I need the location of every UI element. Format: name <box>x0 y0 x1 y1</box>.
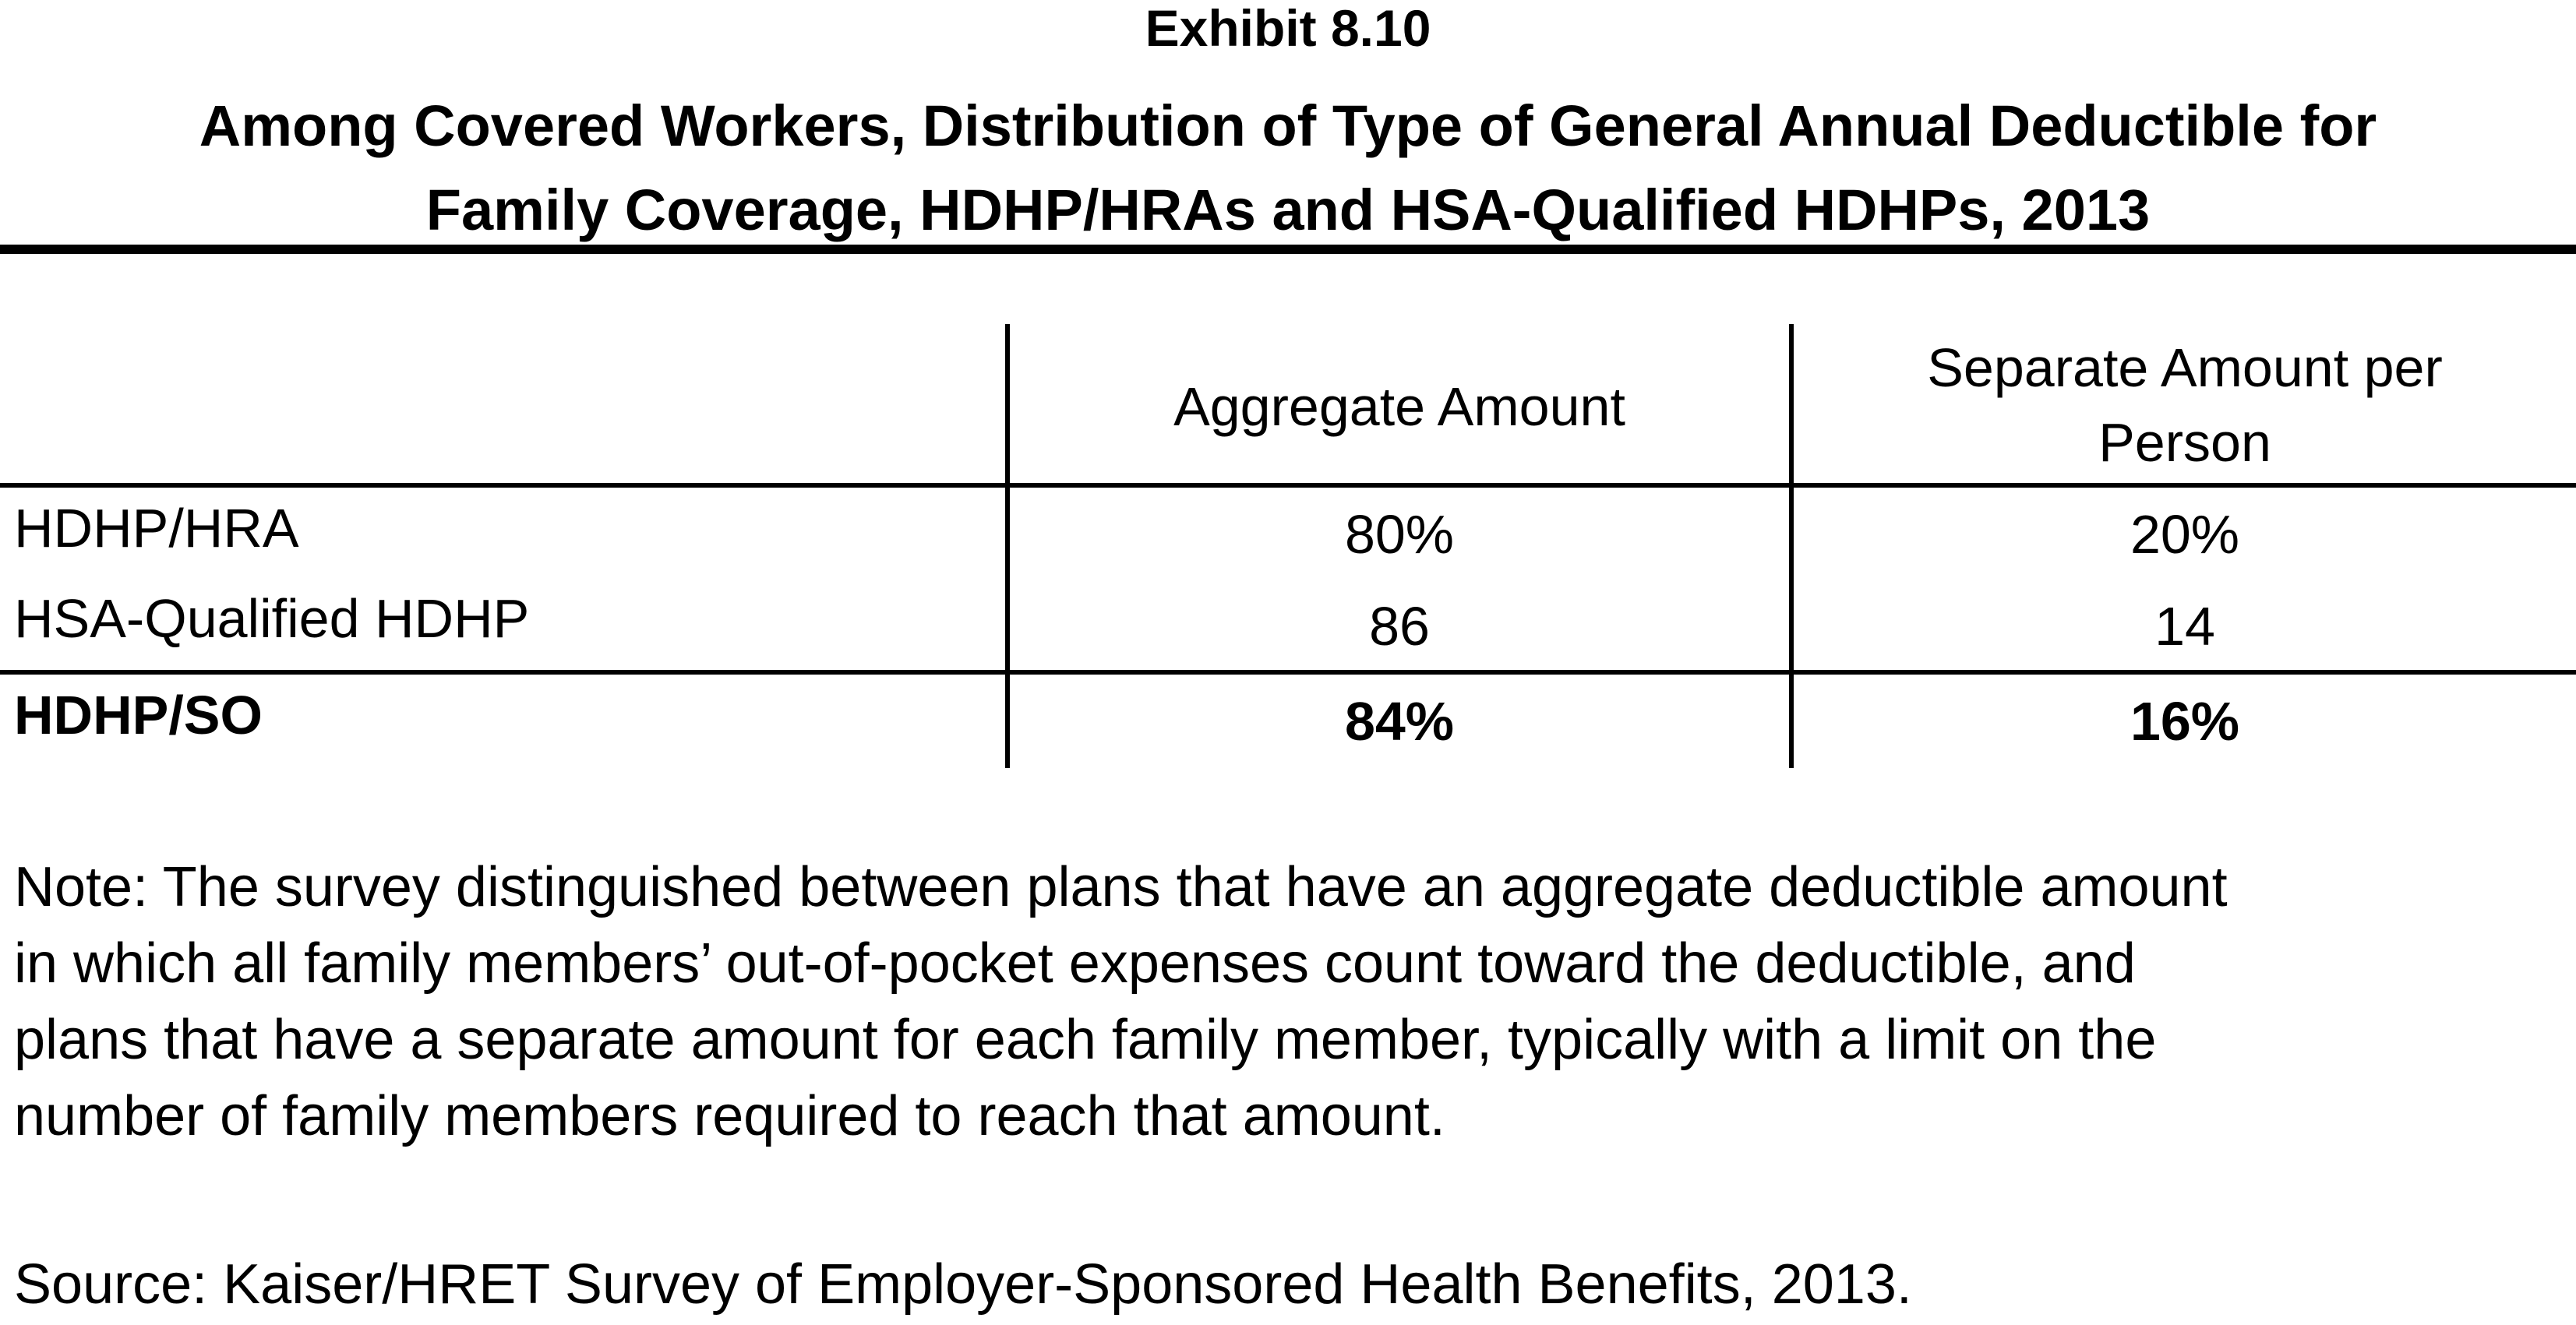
note-line-2: in which all family members’ out-of-pocket expenses count toward the deductible, and <box>14 932 2136 995</box>
column-header-separate-line-1: Separate Amount per <box>1927 337 2443 398</box>
title-rule <box>0 245 2576 254</box>
note-line-4: number of family members required to reach that amount. <box>14 1085 1445 1147</box>
note-line-1: Note: The survey distinguished between plans that have an aggregate deductible amount <box>14 856 2228 918</box>
row-label-hdhp-hra: HDHP/HRA <box>14 498 299 559</box>
cell-hsa-qualified-aggregate: 86 <box>1369 596 1430 657</box>
column-header-aggregate-line-1: Aggregate Amount <box>1173 376 1625 437</box>
column-header-aggregate <box>1010 369 1789 444</box>
cell-hsa-qualified-separate: 14 <box>2154 596 2215 657</box>
row-label-hdhp-so: HDHP/SO <box>14 685 263 745</box>
data-table <box>0 324 2576 768</box>
note-text <box>14 849 2562 1154</box>
cell-hdhp-hra-aggregate: 80% <box>1344 504 1455 565</box>
note-line-3: plans that have a separate amount for each family member, typically with a limit on the <box>14 1009 2157 1071</box>
source-text: Source: Kaiser/HRET Survey of Employer-Sponsored Health Benefits, 2013. <box>14 1253 1912 1316</box>
column-header-separate-line-2: Person <box>2098 412 2271 473</box>
chart-title <box>0 84 2576 252</box>
chart-title-line-2: Family Coverage, HDHP/HRAs and HSA-Qualified HDHPs, 2013 <box>425 178 2151 242</box>
cell-hdhp-so-aggregate: 84% <box>1344 691 1455 752</box>
row-label-hsa-qualified-hdhp: HSA-Qualified HDHP <box>14 588 530 649</box>
total-rule <box>0 670 2576 675</box>
cell-hdhp-so-separate: 16% <box>2130 691 2240 752</box>
chart-title-line-1: Among Covered Workers, Distribution of Type of General Annual Deductible for <box>199 93 2377 158</box>
column-header-separate <box>1794 330 2576 480</box>
exhibit-number: Exhibit 8.10 <box>1145 0 1431 57</box>
cell-hdhp-hra-separate: 20% <box>2130 504 2240 565</box>
header-rule <box>0 483 2576 488</box>
